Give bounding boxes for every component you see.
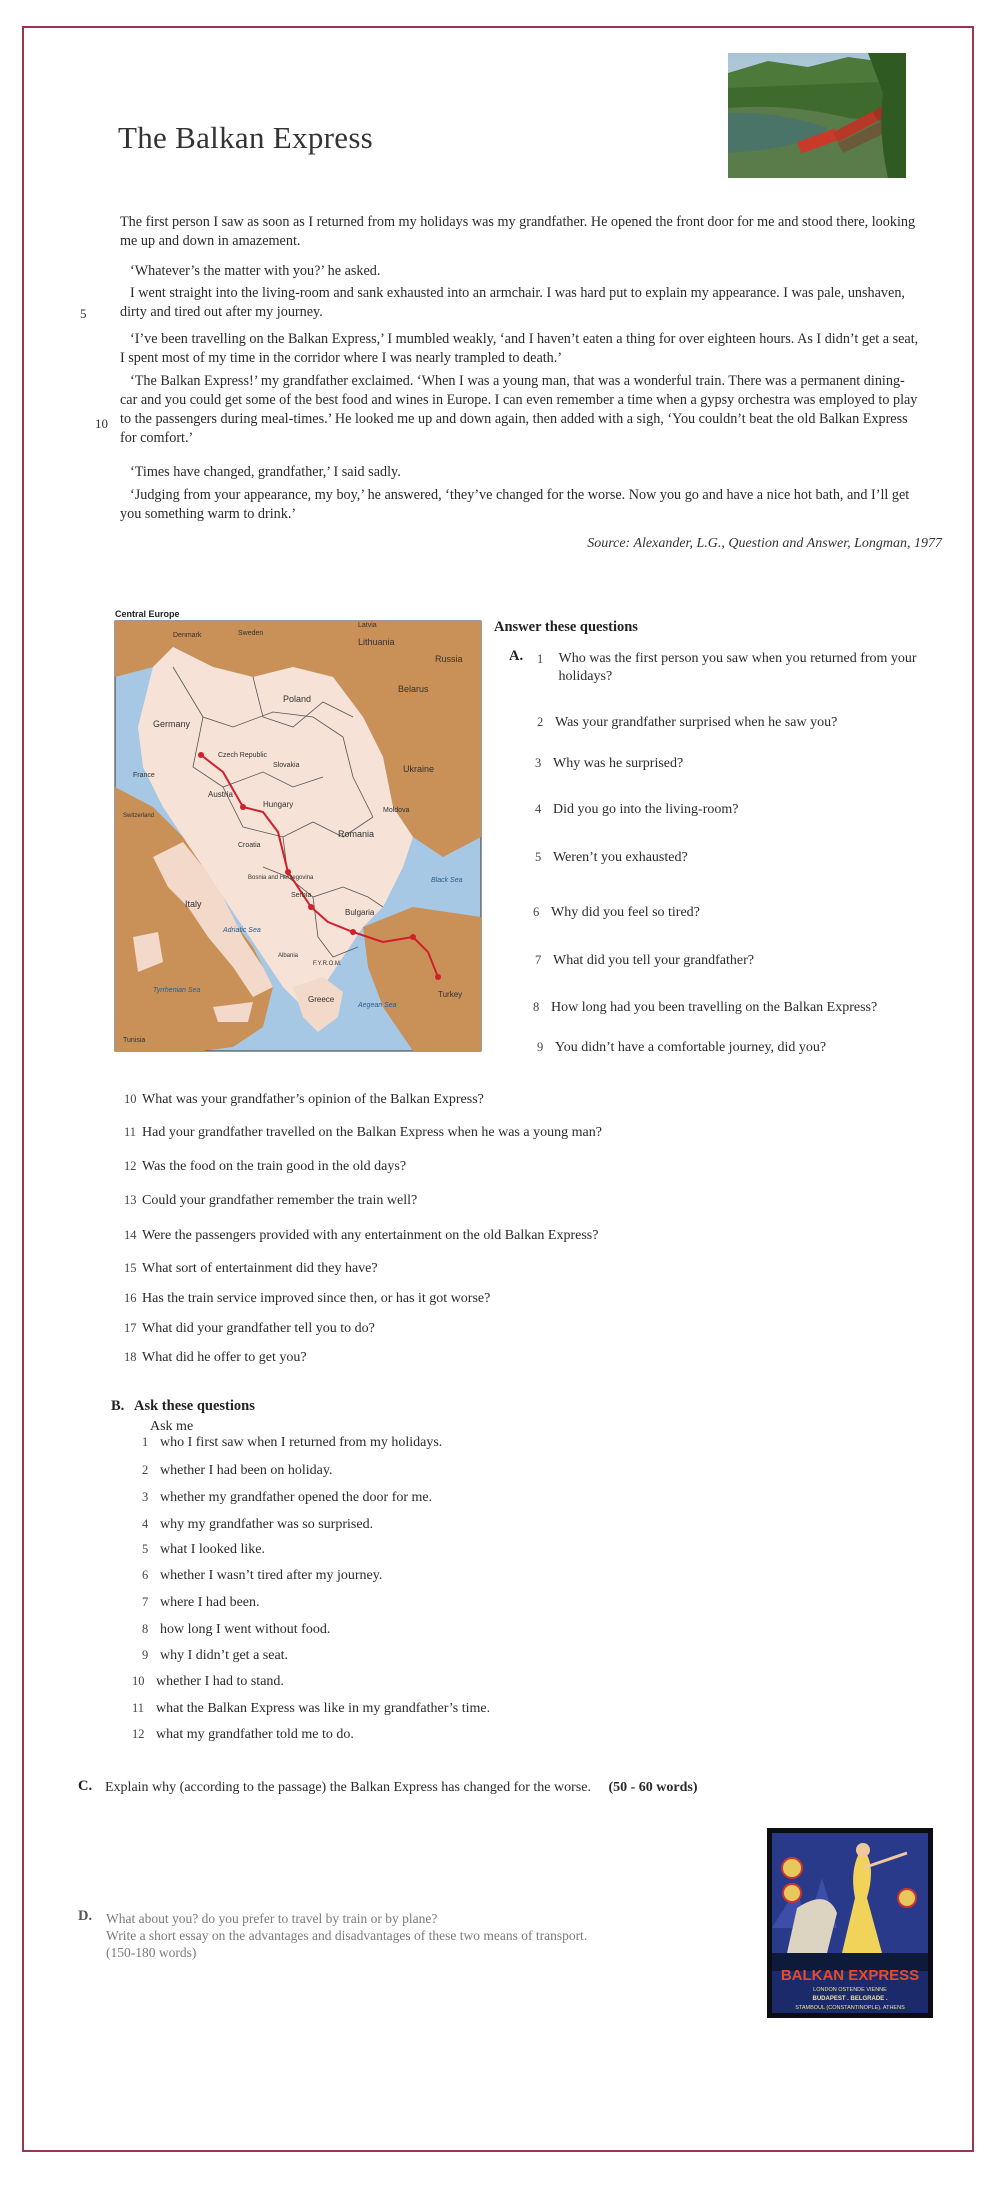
poster-title: BALKAN EXPRESS (780, 1967, 920, 1984)
question-number: 7 (535, 953, 542, 967)
question-number: 8 (533, 1000, 540, 1014)
map-label-bosnia: Bosnia and Herzegovina (248, 875, 314, 881)
question-a-1 (537, 650, 962, 686)
section-c-word-count: (50 - 60 words) (608, 1780, 698, 1795)
question-text: why I didn’t get a seat. (160, 1648, 289, 1663)
question-number: 4 (535, 802, 542, 816)
question-text: who I first saw when I returned from my holidays. (160, 1435, 443, 1450)
page-title: The Balkan Express (118, 120, 374, 155)
map-label-russia: Russia (435, 654, 463, 664)
map-label-croatia: Croatia (238, 842, 261, 849)
question-a-7 (535, 951, 754, 970)
question-text: What did your grandfather tell you to do? (142, 1321, 375, 1336)
central-europe-map (113, 607, 483, 1052)
section-d-letter: D. (78, 1908, 93, 1924)
map-label-denmark: Denmark (173, 632, 202, 639)
map-label-romania: Romania (338, 829, 375, 839)
question-text: whether my grandfather opened the door for me. (160, 1490, 433, 1505)
train-photo (728, 53, 906, 178)
line-number-5: 5 (80, 306, 87, 321)
question-a-4 (535, 800, 738, 819)
question-a-8 (533, 998, 877, 1017)
question-text: Was your grandfather surprised when he saw you? (555, 715, 838, 730)
section-c-letter: C. (78, 1778, 93, 1794)
passage-paragraph-6: ‘Times have changed, grandfather,’ I said sadly. (130, 464, 401, 480)
map-label-lithuania: Lithuania (358, 637, 395, 647)
question-a-9 (537, 1038, 826, 1057)
question-number: 14 (124, 1228, 137, 1242)
question-text: What was your grandfather’s opinion of the Balkan Express? (142, 1092, 484, 1107)
poster-line-2: BUDAPEST . BELGRADE . (812, 1996, 888, 2002)
question-number: 7 (142, 1595, 149, 1609)
question-b-8 (142, 1620, 330, 1639)
question-text: You didn’t have a comfortable journey, did you? (555, 1040, 827, 1055)
passage-paragraph-2: ‘Whatever’s the matter with you?’ he asked. (130, 263, 381, 279)
question-b-5 (142, 1540, 265, 1559)
map-label-switzerland: Switzerland (123, 813, 155, 819)
question-b-1 (142, 1433, 442, 1452)
question-b-12 (132, 1725, 354, 1744)
map-label-france: France (133, 772, 155, 779)
map-label-latvia: Latvia (358, 622, 377, 629)
question-b-3 (142, 1488, 432, 1507)
passage-paragraph-7: ‘Judging from your appearance, my boy,’ he answered, ‘they’ve changed for the worse. Now you go and have a nice hot bath, and I’ll get you something warm to drink.’ (120, 487, 910, 522)
map-label-fyrom: F.Y.R.O.M. (313, 961, 342, 967)
section-b-letter: B. (111, 1398, 125, 1414)
question-text: what my grandfather told me to do. (156, 1727, 354, 1742)
section-d-line-1: What about you? do you prefer to travel by train or by plane? (106, 1911, 438, 1926)
question-number: 16 (124, 1291, 137, 1305)
question-text: Had your grandfather travelled on the Balkan Express when he was a young man? (142, 1125, 602, 1140)
question-number: 15 (124, 1261, 137, 1275)
map-label-black-sea: Black Sea (431, 877, 463, 884)
map-label-italy: Italy (185, 899, 202, 909)
map-label-albania: Albania (278, 953, 299, 959)
question-number: 5 (535, 850, 542, 864)
question-b-6 (142, 1566, 382, 1585)
question-number: 12 (132, 1727, 145, 1741)
question-text: What sort of entertainment did they have? (142, 1261, 378, 1276)
map-label-sweden: Sweden (238, 630, 264, 637)
question-a-13 (124, 1191, 417, 1210)
question-text: where I had been. (160, 1595, 260, 1610)
question-text: whether I had to stand. (156, 1674, 284, 1689)
question-text: what I looked like. (160, 1542, 265, 1557)
question-text: Could your grandfather remember the train well? (142, 1193, 418, 1208)
question-text: Why did you feel so tired? (551, 905, 700, 920)
question-b-7 (142, 1593, 260, 1612)
map-label-tunisia: Tunisia (123, 1037, 146, 1044)
question-text: why my grandfather was so surprised. (160, 1517, 374, 1532)
question-number: 8 (142, 1622, 149, 1636)
map-label-aegean: Aegean Sea (358, 1002, 397, 1009)
map-label-belarus: Belarus (398, 684, 429, 694)
map-label-moldova: Moldova (383, 807, 410, 814)
map-label-serbia: Serbia (291, 892, 312, 899)
question-b-2 (142, 1461, 332, 1480)
map-label-turkey: Turkey (438, 990, 463, 999)
section-a-heading: Answer these questions (494, 619, 638, 635)
question-text: How long had you been travelling on the Balkan Express? (551, 1000, 878, 1015)
question-text: Was the food on the train good in the old days? (142, 1159, 407, 1174)
map-label-czech: Czech Republic (218, 752, 268, 759)
question-number: 2 (537, 715, 544, 729)
passage-paragraph-5: ‘The Balkan Express!’ my grandfather exclaimed. ‘When I was a young man, that was a wonderful train. There was a permanent dining-car and you could get some of the best food and wines in Europe. I can even remember a time when a gypsy orchestra was employed to play to the passengers during meal-times.’ He looked me up and down again, then added with a sigh, ‘You couldn’t beat the old Balkan Express for comfort.’ (120, 373, 918, 446)
question-number: 10 (124, 1092, 137, 1106)
map-heading: Central Europe (115, 609, 180, 619)
question-text: What did he offer to get you? (142, 1350, 307, 1365)
question-number: 2 (142, 1463, 149, 1477)
question-a-15 (124, 1259, 378, 1278)
question-a-3 (535, 754, 683, 773)
question-text: Did you go into the living-room? (553, 802, 739, 817)
section-b-intro: Ask me (150, 1419, 194, 1434)
question-text: whether I had been on holiday. (160, 1463, 333, 1478)
question-number: 13 (124, 1193, 137, 1207)
question-number: 18 (124, 1350, 137, 1364)
question-number: 11 (132, 1701, 145, 1715)
question-text: how long I went without food. (160, 1622, 331, 1637)
balkan-express-poster (767, 1828, 933, 2018)
map-label-austria: Austria (208, 790, 233, 799)
question-a-17 (124, 1319, 375, 1338)
section-c-text: Explain why (according to the passage) the Balkan Express has changed for the worse. (105, 1780, 591, 1795)
section-a-letter: A. (509, 648, 524, 664)
question-number: 12 (124, 1159, 137, 1173)
question-a-16 (124, 1289, 490, 1308)
question-number: 9 (537, 1040, 544, 1054)
question-text: Weren’t you exhausted? (553, 850, 688, 865)
map-label-bulgaria: Bulgaria (345, 908, 375, 917)
question-a-12 (124, 1157, 406, 1176)
map-label-hungary: Hungary (263, 800, 294, 809)
question-number: 9 (142, 1648, 149, 1662)
question-number: 6 (533, 905, 540, 919)
question-text: Why was he surprised? (553, 756, 684, 771)
question-number: 6 (142, 1568, 149, 1582)
question-number: 1 (142, 1435, 149, 1449)
question-b-10 (132, 1672, 284, 1691)
question-b-9 (142, 1646, 288, 1665)
question-a-11 (124, 1123, 602, 1142)
section-d-prompt (106, 1910, 587, 1961)
question-number: 11 (124, 1125, 137, 1139)
question-a-10 (124, 1090, 484, 1109)
map-label-greece: Greece (308, 995, 335, 1004)
question-text: what the Balkan Express was like in my grandfather’s time. (156, 1701, 491, 1716)
question-text: Who was the first person you saw when you returned from your holidays? (558, 651, 917, 684)
question-number: 10 (132, 1674, 145, 1688)
map-label-germany: Germany (153, 719, 191, 729)
question-text: Has the train service improved since then, or has it got worse? (142, 1291, 491, 1306)
passage-paragraph-1: The first person I saw as soon as I returned from my holidays was my grandfather. He opened the front door for me and stood there, looking me up and down in amazement. (120, 214, 916, 249)
question-number: 5 (142, 1542, 149, 1556)
poster-line-3: STAMBOUL (CONSTANTINOPLE). ATHENS (795, 2005, 905, 2011)
section-d-line-2: Write a short essay on the advantages and disadvantages of these two means of transport. (106, 1928, 588, 1943)
section-b-heading: Ask these questions (134, 1398, 255, 1414)
section-c-prompt (105, 1779, 698, 1797)
question-a-14 (124, 1226, 598, 1245)
map-label-tyrrhenian: Tyrrhenian Sea (153, 987, 201, 994)
question-text: whether I wasn’t tired after my journey. (160, 1568, 383, 1583)
question-a-6 (533, 903, 700, 922)
map-label-adriatic: Adriatic Sea (223, 927, 261, 934)
map-label-poland: Poland (283, 694, 312, 704)
line-number-10: 10 (95, 416, 108, 431)
question-text: Were the passengers provided with any entertainment on the old Balkan Express? (142, 1228, 599, 1243)
question-number: 17 (124, 1321, 137, 1335)
passage-paragraph-4: ‘I’ve been travelling on the Balkan Express,’ I mumbled weakly, ‘and I haven’t eaten a thing for over eighteen hours. As I didn’t get a seat, I spent most of my time in the corridor where I was nearly trampled to death.’ (120, 331, 919, 366)
question-number: 3 (535, 756, 542, 770)
question-b-4 (142, 1515, 373, 1534)
map-label-ukraine: Ukraine (403, 764, 435, 774)
question-number: 1 (537, 652, 544, 666)
question-a-18 (124, 1348, 307, 1367)
source-citation: Source: Alexander, L.G., Question and Answer, Longman, 1977 (587, 536, 942, 551)
question-number: 4 (142, 1517, 149, 1531)
passage-paragraph-3: I went straight into the living-room and sank exhausted into an armchair. I was hard put to explain my appearance. I was pale, unshaven, dirty and tired out after my journey. (120, 285, 905, 320)
section-d-line-3: (150-180 words) (106, 1945, 197, 1960)
question-number: 3 (142, 1490, 149, 1504)
question-a-2 (537, 713, 837, 732)
question-a-5 (535, 848, 688, 867)
poster-line-1: LONDON OSTENDE VIENNE (813, 1987, 887, 1993)
map-label-slovakia: Slovakia (273, 762, 300, 769)
question-b-11 (132, 1699, 490, 1718)
question-text: What did you tell your grandfather? (553, 953, 754, 968)
